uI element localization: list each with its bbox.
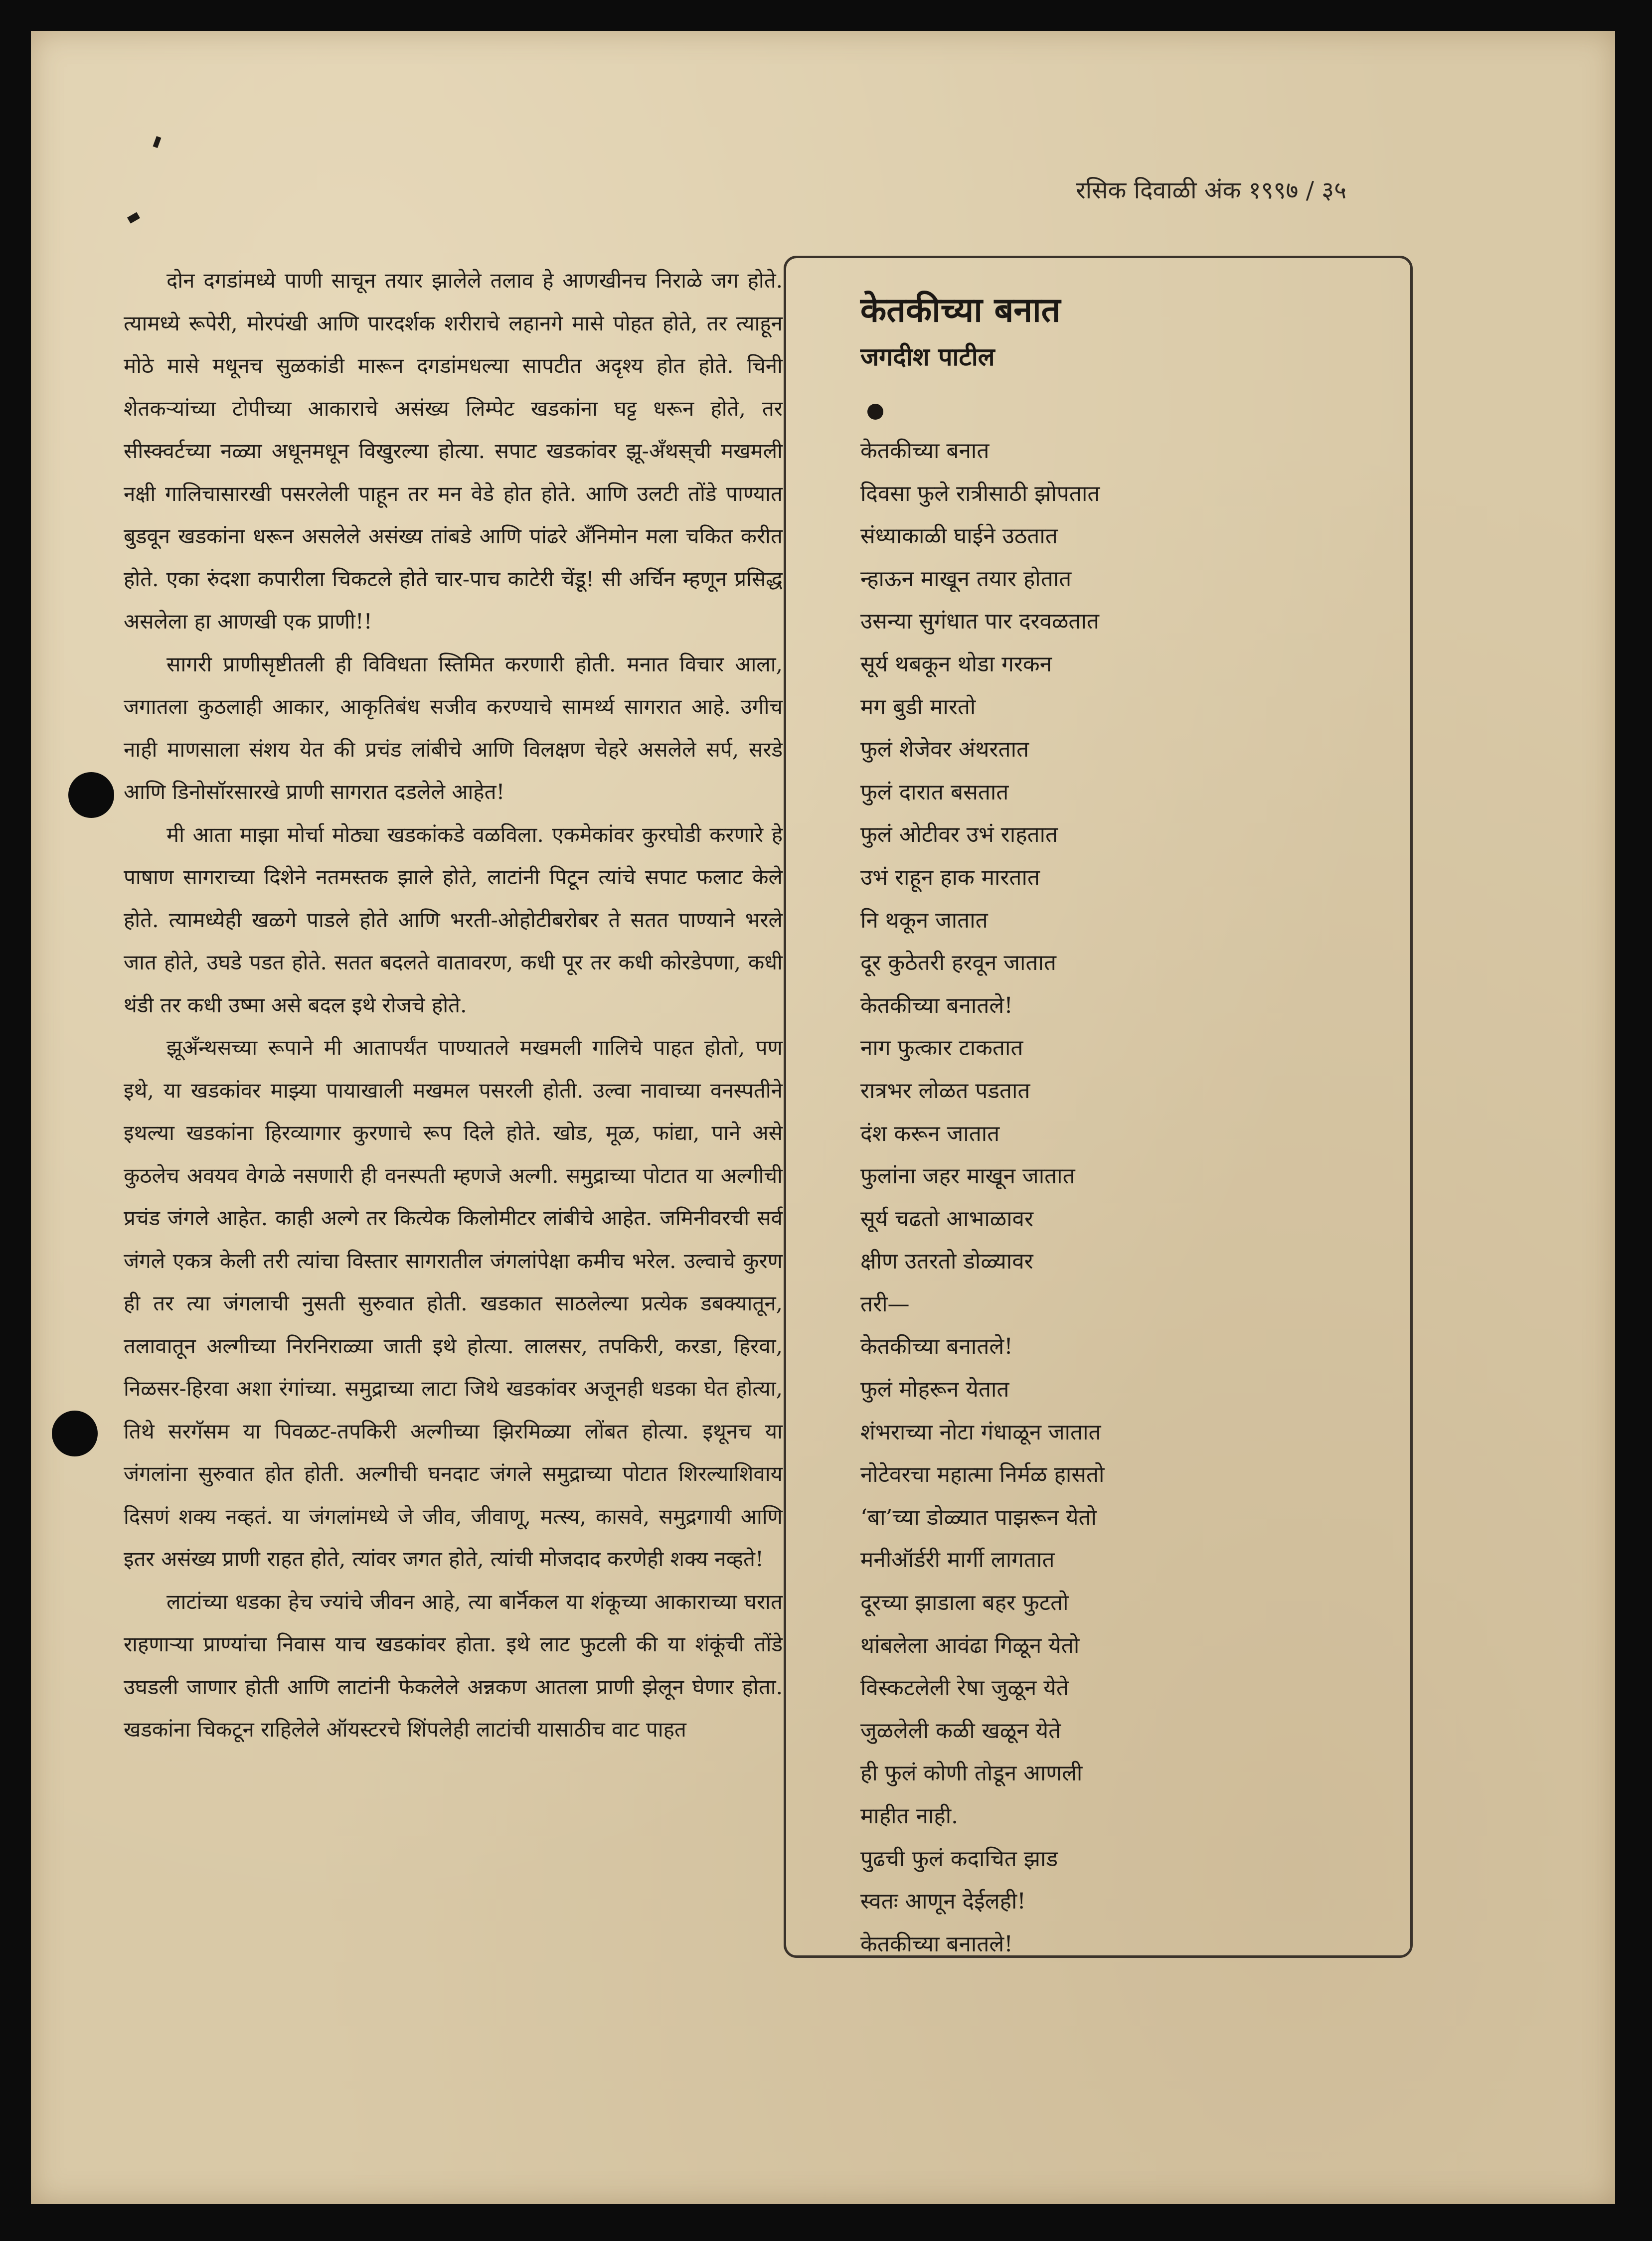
article-column [124,259,783,2004]
poem-line: शंभराच्या नोटा गंधाळून जातात [860,1419,1101,1445]
poem-line: नि थकून जातात [860,907,988,933]
poem-line: नाग फुत्कार टाकतात [860,1035,1023,1061]
poem-line: दूरच्या झाडाला बहर फुटतो [860,1590,1069,1616]
poem-line: संध्याकाळी घाईने उठतात [860,523,1058,549]
poem-line: उसन्या सुगंधात पार दरवळतात [860,609,1099,635]
bullet-dot [867,404,883,420]
article-paragraph: मी आता माझा मोर्चा मोठ्या खडकांकडे वळविला. एकमेकांवर कुरघोडी करणारे हे पाषाण सागराच्या दिशेने नतमस्तक झाले होते, लाटांनी पिटून त्यांचे सपाट फलाट केले होते. त्यामध्येही खळगे पाडले होते आणि भरती-ओहोटीबरोबर ते सतत पाण्याने भरले जात होते, उघडे पडत होते. सतत बदलते वातावरण, कधी पूर तर कधी कोरडेपणा, कधी थंडी तर कधी उष्मा असे बदल इथे रोजचे होते. [124,822,783,1017]
poem-line: फुलांना जहर माखून जातात [860,1163,1075,1189]
poem-line: मनीऑर्डरी मार्गी लागतात [860,1547,1055,1573]
poem-line: क्षीण उतरतो डोळ्यावर [860,1249,1033,1275]
poem-line: दंश करून जातात [860,1120,1000,1146]
poem-line: सूर्य थबकून थोडा गरकन [860,651,1052,677]
poem-line: ही फुलं कोणी तोडून आणली [860,1761,1083,1786]
poem-title: केतकीच्या बनात [860,290,1061,330]
poem-line: ‘बा’च्या डोळ्यात पाझरून येतो [860,1504,1097,1530]
poem-line: फुलं शेजेवर अंथरतात [860,737,1029,763]
article-paragraph: झूअँन्थसच्या रूपाने मी आतापर्यंत पाण्यातले मखमली गालिचे पाहत होतो, पण इथे, या खडकांवर माझ्या पायाखाली मखमल पसरली होती. उल्वा नावाच्या वनस्पतीने इथल्या खडकांना हिरव्यागार कुरणाचे रूप दिले होते. खोड, मूळ, फांद्या, पाने असे कुठलेच अवयव वेगळे नसणारी ही वनस्पती म्हणजे अल्गी. समुद्राच्या पोटात या अल्गीची प्रचंड जंगले आहेत. काही अल्गे तर कित्येक किलोमीटर लांबीचे आहेत. जमिनीवरची सर्व जंगले एकत्र केली तरी त्यांचा विस्तार सागरातील जंगलांपेक्षा कमीच भरेल. उल्वाचे कुरण ही तर त्या जंगलाची नुसती सुरुवात होती. खडकात साठलेल्या प्रत्येक डबक्यातून, तलावातून अल्गीच्या निरनिराळ्या जाती इथे होत्या. लालसर, तपकिरी, करडा, हिरवा, निळसर-हिरवा अशा रंगांच्या. समुद्राच्या लाटा जिथे खडकांवर अजूनही धडका घेत होत्या, तिथे सरगॅसम या पिवळट-तपकिरी अल्गीच्या झिरमिळ्या लोंबत होत्या. इथूनच या जंगलांना सुरुवात होत होती. अल्गीची घनदाट जंगले समुद्राच्या पोटात शिरल्याशिवाय दिसणं शक्य नव्हतं. या जंगलांमध्ये जे जीव, जीवाणू, मत्स्य, कासवे, समुद्रगायी आणि इतर असंख्य प्राणी राहत होते, त्यांवर जगत होते, त्यांची मोजदाद करणेही शक्य नव्हते! [124,1035,783,1571]
poem-line: मग बुडी मारतो [860,694,976,720]
poem-lines [860,430,1384,1965]
poem-line: दिवसा फुले रात्रीसाठी झोपतात [860,480,1100,506]
poem-line: नोटेवरचा महात्मा निर्मळ हासतो [860,1462,1105,1488]
poem-line: केतकीच्या बनात [860,438,990,464]
poem-line: स्वतः आणून देईलही! [860,1889,1026,1915]
poem-line: फुलं दारात बसतात [860,779,1009,805]
poem-line: विस्कटलेली रेषा जुळून येते [860,1675,1069,1701]
poem-line: दूर कुठेतरी हरवून जातात [860,950,1056,976]
poem-line: पुढची फुलं कदाचित झाड [860,1846,1058,1872]
poem-line: थांबलेला आवंढा गिळून येतो [860,1632,1080,1658]
poem-line: माहीत नाही. [860,1803,959,1829]
running-header: रसिक दिवाळी अंक १९९७ / ३५ [1076,176,1347,204]
poem-line: जुळलेली कळी खळून येते [860,1718,1061,1744]
article-paragraph: लाटांच्या धडका हेच ज्यांचे जीवन आहे, त्या बार्नॅकल या शंकूच्या आकाराच्या घरात राहणाऱ्या प्राण्यांचा निवास याच खडकांवर होता. इथे लाट फुटली की या शंकूंची तोंडे उघडली जाणार होती आणि लाटांनी फेकलेले अन्नकण आतला प्राणी झेलून घेणार होता. खडकांना चिकटून राहिलेले ऑयस्टरचे शिंपलेही लाटांची यासाठीच वाट पाहत [124,1589,783,1742]
article-paragraph: दोन दगडांमध्ये पाणी साचून तयार झालेले तलाव हे आणखीनच निराळे जग होते. त्यामध्ये रूपेरी, मोरपंखी आणि पारदर्शक शरीराचे लहानगे मासे पोहत होते, तर त्याहून मोठे मासे मधूनच सुळकांडी मारून दगडांमधल्या सापटीत अदृश्य होत होते. चिनी शेतकऱ्यांच्या टोपीच्या आकाराचे असंख्य लिम्पेट खडकांना घट्ट धरून होते, तर सीस्क्वर्टच्या नळ्या अधूनमधून विखुरल्या होत्या. सपाट खडकांवर झू-अँथस्‌ची मखमली नक्षी गालिचासारखी पसरलेली पाहून तर मन वेडे होत होते. आणि उलटी तोंडे पाण्यात बुडवून खडकांना धरून असलेले असंख्य तांबडे आणि पांढरे अँनिमोन मला चकित करीत होते. एका रुंदशा कपारीला चिकटले होते चार-पाच काटेरी चेंडू! सी अर्चिन म्हणून प्रसिद्ध असलेला हा आणखी एक प्राणी!! [124,268,783,634]
poem-line: रात्रभर लोळत पडतात [860,1078,1030,1104]
ink-speck [153,136,162,148]
poem-line: तरी— [860,1291,910,1317]
poem-line: केतकीच्या बनातले! [860,1931,1013,1957]
poem-line: केतकीच्या बनातले! [860,1334,1013,1360]
poem-line: फुलं ओटीवर उभं राहतात [860,822,1058,848]
punch-hole-upper [68,772,114,818]
poem-line: फुलं मोहरून येतात [860,1377,1009,1403]
poem-line: सूर्य चढतो आभाळावर [860,1206,1034,1232]
article-paragraph: सागरी प्राणीसृष्टीतली ही विविधता स्तिमित करणारी होती. मनात विचार आला, जगातला कुठलाही आकार, आकृतिबंध सजीव करण्याचे सामर्थ्य सागरात आहे. उगीच नाही माणसाला संशय येत की प्रचंड लांबीचे आणि विलक्षण चेहरे असलेले सर्प, सरडे आणि डिनोसॉरसारखे प्राणी सागरात दडलेले आहेत! [124,651,783,804]
poem-line: केतकीच्या बनातले! [860,992,1013,1018]
poem-line: उभं राहून हाक मारतात [860,864,1040,890]
punch-hole-lower [52,1411,98,1456]
poem-line: न्हाऊन माखून तयार होतात [860,566,1072,592]
ink-speck [127,212,140,223]
poem-author: जगदीश पाटील [860,342,995,371]
